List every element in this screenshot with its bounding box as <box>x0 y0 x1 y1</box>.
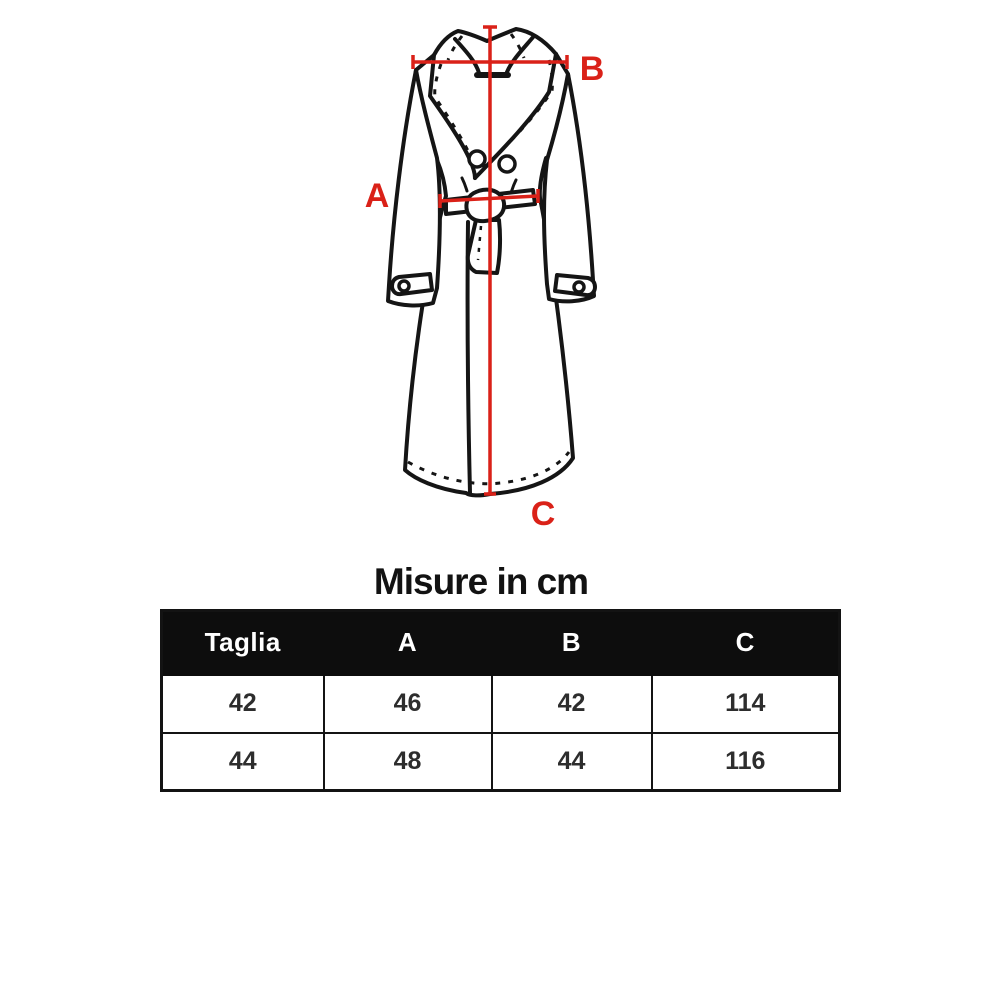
table-cell: 42 <box>492 675 652 733</box>
column-header-b: B <box>492 611 652 675</box>
measure-label-b: B <box>579 50 605 88</box>
column-header-taglia: Taglia <box>162 611 324 675</box>
size-table <box>160 609 841 792</box>
left-cuff-button <box>399 281 409 291</box>
table-cell: 42 <box>162 675 324 733</box>
table-cell: 48 <box>324 733 492 791</box>
belt-tail <box>468 220 500 273</box>
page-title: Misure in cm <box>373 561 589 602</box>
column-header-c: C <box>652 611 840 675</box>
table-cell: 46 <box>324 675 492 733</box>
table-row <box>162 733 840 791</box>
belt-knot <box>466 190 504 222</box>
column-header-a: A <box>324 611 492 675</box>
table-cell: 44 <box>492 733 652 791</box>
table-cell: 116 <box>652 733 840 791</box>
table-cell: 114 <box>652 675 840 733</box>
measure-label-a: A <box>364 177 390 215</box>
right-cuff-button <box>574 282 584 292</box>
table-cell: 44 <box>162 733 324 791</box>
measure-label-c: C <box>530 495 556 533</box>
table-row <box>162 675 840 733</box>
table-header-row <box>162 611 840 675</box>
